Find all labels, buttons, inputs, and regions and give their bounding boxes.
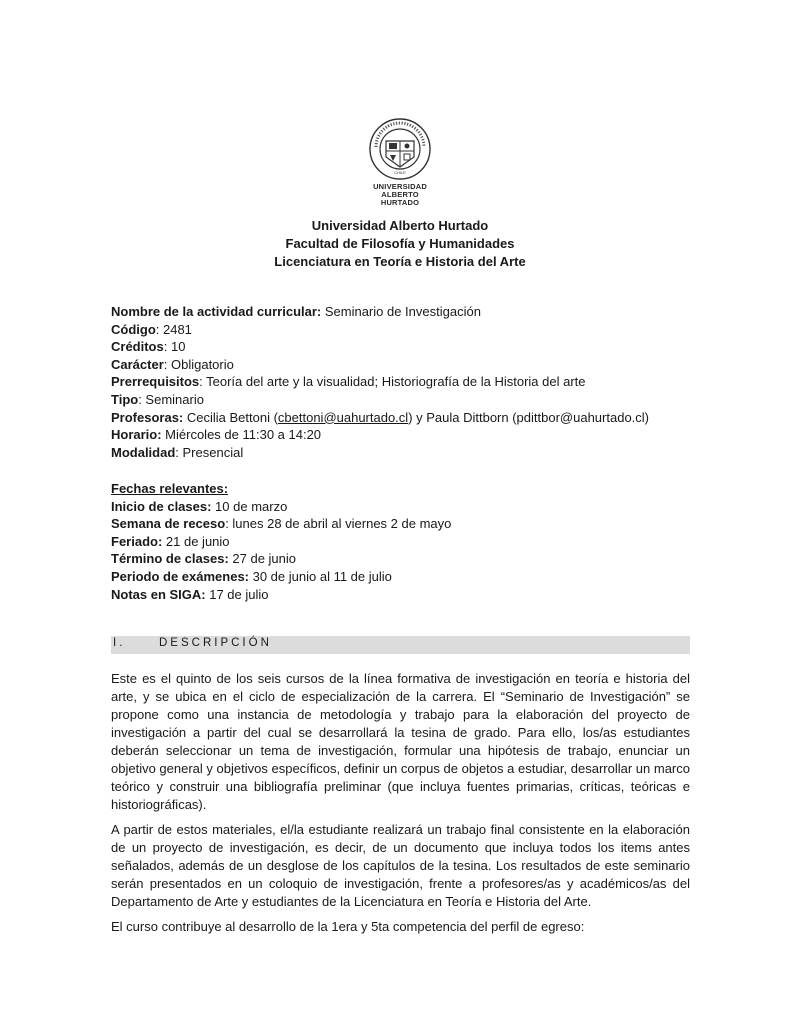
professors-label: Profesoras: xyxy=(111,409,184,425)
university-logo xyxy=(365,117,435,207)
relevant-dates-title: Fechas relevantes: xyxy=(111,481,229,496)
credits-row xyxy=(111,338,691,356)
exams-value: 30 de junio al 11 de julio xyxy=(249,568,392,584)
university-seal-icon xyxy=(368,117,432,181)
faculty-name: Facultad de Filosofía y Humanidades xyxy=(285,236,515,251)
svg-text:CHILE: CHILE xyxy=(394,170,406,175)
modality-row xyxy=(111,444,691,462)
prerequisites-row xyxy=(111,373,691,391)
university-name: Universidad Alberto Hurtado xyxy=(311,218,489,233)
course-info xyxy=(111,303,691,461)
character-label: Carácter xyxy=(111,356,164,372)
character-row xyxy=(111,356,691,374)
class-end-value: 27 de junio xyxy=(228,551,297,567)
program-name: Licenciatura en Teoría e Historia del Arte xyxy=(274,254,526,269)
grades-label: Notas en SIGA: xyxy=(111,586,206,602)
activity-name-label: Nombre de la actividad curricular: xyxy=(111,304,322,319)
holiday-value: 21 de junio xyxy=(162,533,230,549)
recess-label: Semana de receso xyxy=(111,516,226,532)
prerequisites-value: : Teoría del arte y la visualidad; Historiografía de la Historia del arte xyxy=(199,374,586,390)
section-title: DESCRIPCIÓN xyxy=(159,637,272,649)
description-paragraph-3: El curso contribuye al desarrollo de la 1era y 5ta competencia del perfil de egreso: xyxy=(111,919,585,934)
code-value: : 2481 xyxy=(155,321,192,337)
class-start-value: 10 de marzo xyxy=(211,498,288,514)
modality-label: Modalidad xyxy=(111,444,176,460)
type-row xyxy=(111,391,691,409)
holiday-row xyxy=(111,533,691,551)
professor-email-link[interactable]: cbettoni@uahurtado.cl xyxy=(277,409,409,425)
grades-value: 17 de julio xyxy=(205,586,269,602)
class-end-label: Término de clases: xyxy=(111,551,229,567)
wordmark-line-2: ALBERTO HURTADO xyxy=(380,190,420,207)
credits-value: : 10 xyxy=(163,339,186,355)
description-paragraph-1: Este es el quinto de los seis cursos de la línea formativa de investigación en teoría e historia del arte, y se ubica en el ciclo de especialización de la carrera. El “Seminario de Investigación” se propone como una instancia de metodología y trabajo para la elaboración del proyecto de investigación a partir del cual se desarrollará la tesina de grado. Para ello, los/as estudiantes deberán seleccionar un tema de investigación, formular una hipótesis de trabajo, enunciar un objetivo general y objetivos específicos, definir un corpus de objetos a estudiar, desarrollar un marco teórico y construir una bibliografía preliminar (que incluya fuentes primarias, críticas, teóricas e historiográficas). xyxy=(111,671,690,812)
description-paragraph-2: A partir de estos materiales, el/la estudiante realizará un trabajo final consistente en la elaboración de un proyecto de investigación, es decir, de un documento que incluya todos los items antes señalados, además de un desglose de los capítulos de la tesina. Los resultados de este seminario serán presentados en un coloquio de investigación, frente a profesores/as y académicos/as del Departamento de Arte y estudiantes de la Licenciatura en Teoría e Historia del Arte. xyxy=(111,822,690,909)
class-end-row xyxy=(111,550,691,568)
holiday-label: Feriado: xyxy=(111,533,163,549)
modality-value: : Presencial xyxy=(175,444,244,460)
character-value: : Obligatorio xyxy=(163,356,234,372)
relevant-dates xyxy=(111,480,691,603)
activity-name-row xyxy=(111,303,691,321)
class-start-row xyxy=(111,498,691,516)
exams-row xyxy=(111,568,691,586)
description-body xyxy=(111,670,690,943)
recess-row xyxy=(111,515,691,533)
schedule-value: Miércoles de 11:30 a 14:20 xyxy=(161,427,322,443)
schedule-label: Horario: xyxy=(111,427,162,443)
section-heading-description xyxy=(111,636,690,654)
recess-value: : lunes 28 de abril al viernes 2 de mayo xyxy=(225,516,452,532)
code-label: Código xyxy=(111,321,156,337)
code-row xyxy=(111,321,691,339)
schedule-row xyxy=(111,426,691,444)
grades-row xyxy=(111,586,691,604)
type-label: Tipo xyxy=(111,391,139,407)
exams-label: Periodo de exámenes: xyxy=(111,568,249,584)
document-header xyxy=(0,217,800,271)
type-value: : Seminario xyxy=(138,391,204,407)
university-wordmark xyxy=(365,183,435,207)
professors-value-start: Cecilia Bettoni ( xyxy=(183,409,278,425)
prerequisites-label: Prerrequisitos xyxy=(111,374,200,390)
section-number: I. xyxy=(113,637,126,649)
credits-label: Créditos xyxy=(111,339,164,355)
wordmark-line-1: UNIVERSIDAD xyxy=(373,182,427,191)
professors-row xyxy=(111,409,691,427)
class-start-label: Inicio de clases: xyxy=(111,498,212,514)
professors-value-end: ) y Paula Dittborn (pdittbor@uahurtado.cl) xyxy=(408,409,649,425)
activity-name-value: Seminario de Investigación xyxy=(321,304,481,319)
